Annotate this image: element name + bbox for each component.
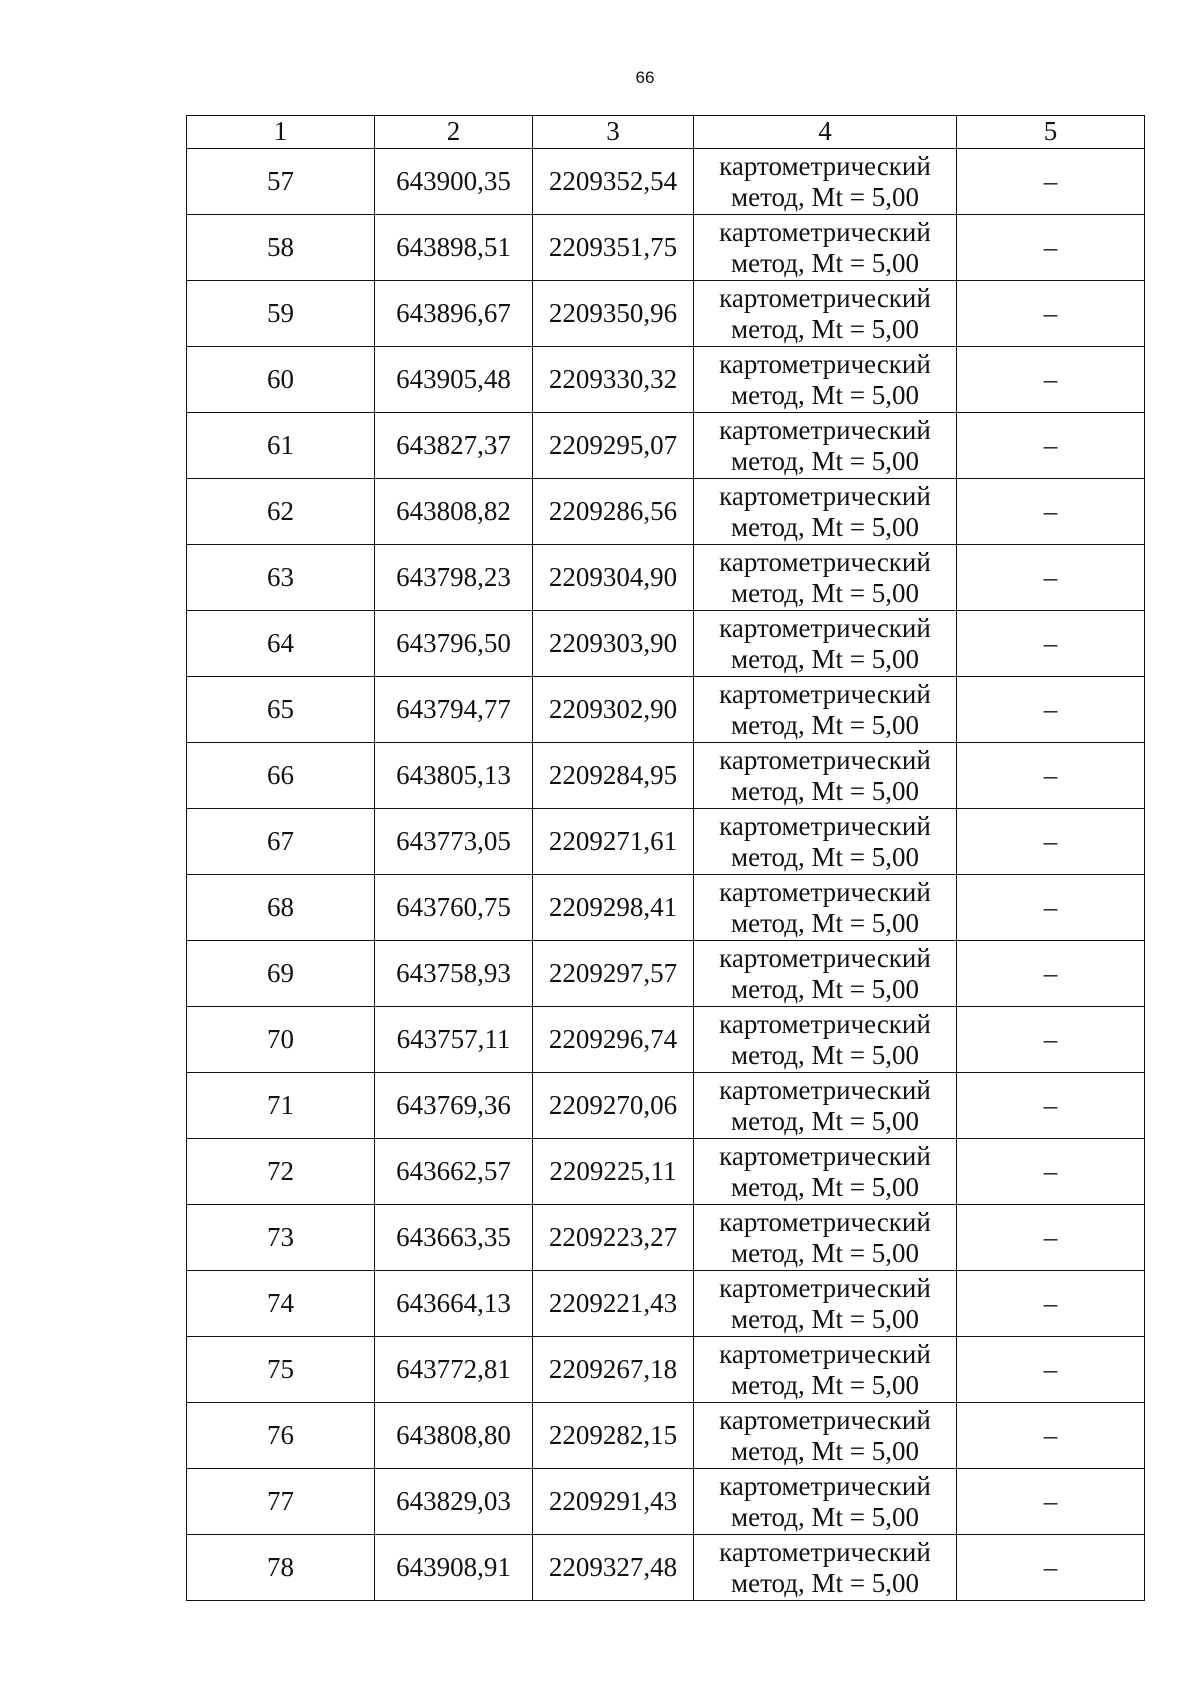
note-cell: – (957, 1535, 1145, 1601)
y-coordinate-cell: 2209297,57 (533, 941, 694, 1007)
column-header: 3 (533, 116, 694, 149)
y-coordinate-cell: 2209352,54 (533, 149, 694, 215)
table-row (187, 677, 1145, 743)
table-body (187, 116, 1145, 1601)
y-coordinate-cell: 2209302,90 (533, 677, 694, 743)
point-number-cell: 64 (187, 611, 375, 677)
point-number-cell: 75 (187, 1337, 375, 1403)
method-line-2: метод, Mt = 5,00 (731, 973, 919, 1004)
note-cell: – (957, 149, 1145, 215)
y-coordinate-cell: 2209267,18 (533, 1337, 694, 1403)
method-cell (694, 1337, 957, 1403)
note-cell: – (957, 413, 1145, 479)
table-row (187, 1403, 1145, 1469)
method-cell (694, 215, 957, 281)
x-coordinate-cell: 643900,35 (375, 149, 533, 215)
x-coordinate-cell: 643796,50 (375, 611, 533, 677)
column-header: 2 (375, 116, 533, 149)
method-line-2: метод, Mt = 5,00 (731, 1501, 919, 1532)
table-row (187, 1337, 1145, 1403)
method-line-2: метод, Mt = 5,00 (731, 775, 919, 806)
method-line-2: метод, Mt = 5,00 (731, 313, 919, 344)
y-coordinate-cell: 2209270,06 (533, 1073, 694, 1139)
method-line-1: картометрический (719, 877, 931, 908)
point-number-cell: 61 (187, 413, 375, 479)
y-coordinate-cell: 2209296,74 (533, 1007, 694, 1073)
point-number-cell: 66 (187, 743, 375, 809)
note-cell: – (957, 1403, 1145, 1469)
method-cell (694, 611, 957, 677)
y-coordinate-cell: 2209286,56 (533, 479, 694, 545)
method-cell (694, 875, 957, 941)
table-row (187, 1205, 1145, 1271)
method-cell (694, 545, 957, 611)
page-number: 66 (635, 68, 655, 87)
method-line-1: картометрический (719, 283, 931, 314)
method-cell (694, 1073, 957, 1139)
method-line-1: картометрический (719, 1207, 931, 1238)
method-line-1: картометрический (719, 1471, 931, 1502)
method-line-1: картометрический (719, 1273, 931, 1304)
y-coordinate-cell: 2209351,75 (533, 215, 694, 281)
note-cell: – (957, 1205, 1145, 1271)
table-row (187, 479, 1145, 545)
method-line-2: метод, Mt = 5,00 (731, 1105, 919, 1136)
table-row (187, 743, 1145, 809)
point-number-cell: 78 (187, 1535, 375, 1601)
method-line-1: картометрический (719, 547, 931, 578)
method-cell (694, 1535, 957, 1601)
point-number-cell: 58 (187, 215, 375, 281)
point-number-cell: 71 (187, 1073, 375, 1139)
column-header: 4 (694, 116, 957, 149)
y-coordinate-cell: 2209223,27 (533, 1205, 694, 1271)
method-cell (694, 1139, 957, 1205)
y-coordinate-cell: 2209271,61 (533, 809, 694, 875)
table-row (187, 611, 1145, 677)
point-number-cell: 65 (187, 677, 375, 743)
table-row (187, 1007, 1145, 1073)
method-cell (694, 941, 957, 1007)
method-line-2: метод, Mt = 5,00 (731, 445, 919, 476)
method-line-1: картометрический (719, 1141, 931, 1172)
method-line-2: метод, Mt = 5,00 (731, 1303, 919, 1334)
point-number-cell: 57 (187, 149, 375, 215)
point-number-cell: 68 (187, 875, 375, 941)
method-line-1: картометрический (719, 1537, 931, 1568)
table-row (187, 149, 1145, 215)
method-line-1: картометрический (719, 943, 931, 974)
note-cell: – (957, 611, 1145, 677)
x-coordinate-cell: 643808,82 (375, 479, 533, 545)
note-cell: – (957, 809, 1145, 875)
method-line-2: метод, Mt = 5,00 (731, 907, 919, 938)
x-coordinate-cell: 643758,93 (375, 941, 533, 1007)
method-cell (694, 347, 957, 413)
x-coordinate-cell: 643905,48 (375, 347, 533, 413)
y-coordinate-cell: 2209304,90 (533, 545, 694, 611)
method-cell (694, 677, 957, 743)
note-cell: – (957, 1007, 1145, 1073)
x-coordinate-cell: 643896,67 (375, 281, 533, 347)
y-coordinate-cell: 2209225,11 (533, 1139, 694, 1205)
note-cell: – (957, 1073, 1145, 1139)
table-row (187, 875, 1145, 941)
table-row (187, 1139, 1145, 1205)
point-number-cell: 67 (187, 809, 375, 875)
x-coordinate-cell: 643760,75 (375, 875, 533, 941)
y-coordinate-cell: 2209221,43 (533, 1271, 694, 1337)
method-cell (694, 743, 957, 809)
x-coordinate-cell: 643773,05 (375, 809, 533, 875)
point-number-cell: 62 (187, 479, 375, 545)
x-coordinate-cell: 643662,57 (375, 1139, 533, 1205)
method-line-2: метод, Mt = 5,00 (731, 511, 919, 542)
y-coordinate-cell: 2209298,41 (533, 875, 694, 941)
column-header: 1 (187, 116, 375, 149)
table-row (187, 1271, 1145, 1337)
table-row (187, 545, 1145, 611)
method-cell (694, 1271, 957, 1337)
y-coordinate-cell: 2209284,95 (533, 743, 694, 809)
point-number-cell: 72 (187, 1139, 375, 1205)
method-cell (694, 1403, 957, 1469)
method-cell (694, 281, 957, 347)
method-line-2: метод, Mt = 5,00 (731, 1435, 919, 1466)
note-cell: – (957, 1469, 1145, 1535)
method-line-2: метод, Mt = 5,00 (731, 1171, 919, 1202)
note-cell: – (957, 545, 1145, 611)
method-cell (694, 1205, 957, 1271)
point-number-cell: 69 (187, 941, 375, 1007)
method-line-1: картометрический (719, 613, 931, 644)
table-row (187, 809, 1145, 875)
note-cell: – (957, 875, 1145, 941)
y-coordinate-cell: 2209291,43 (533, 1469, 694, 1535)
point-number-cell: 70 (187, 1007, 375, 1073)
method-line-1: картометрический (719, 415, 931, 446)
method-line-2: метод, Mt = 5,00 (731, 379, 919, 410)
method-line-2: метод, Mt = 5,00 (731, 577, 919, 608)
point-number-cell: 60 (187, 347, 375, 413)
method-line-2: метод, Mt = 5,00 (731, 709, 919, 740)
x-coordinate-cell: 643908,91 (375, 1535, 533, 1601)
x-coordinate-cell: 643829,03 (375, 1469, 533, 1535)
note-cell: – (957, 1337, 1145, 1403)
y-coordinate-cell: 2209295,07 (533, 413, 694, 479)
note-cell: – (957, 677, 1145, 743)
x-coordinate-cell: 643772,81 (375, 1337, 533, 1403)
method-line-1: картометрический (719, 1405, 931, 1436)
point-number-cell: 76 (187, 1403, 375, 1469)
method-line-1: картометрический (719, 151, 931, 182)
note-cell: – (957, 1139, 1145, 1205)
x-coordinate-cell: 643663,35 (375, 1205, 533, 1271)
x-coordinate-cell: 643827,37 (375, 413, 533, 479)
y-coordinate-cell: 2209282,15 (533, 1403, 694, 1469)
method-line-1: картометрический (719, 1009, 931, 1040)
x-coordinate-cell: 643664,13 (375, 1271, 533, 1337)
table-row (187, 347, 1145, 413)
x-coordinate-cell: 643798,23 (375, 545, 533, 611)
method-line-2: метод, Mt = 5,00 (731, 247, 919, 278)
column-header: 5 (957, 116, 1145, 149)
note-cell: – (957, 215, 1145, 281)
table-header-row (187, 116, 1145, 149)
method-line-1: картометрический (719, 679, 931, 710)
note-cell: – (957, 941, 1145, 1007)
point-number-cell: 74 (187, 1271, 375, 1337)
y-coordinate-cell: 2209327,48 (533, 1535, 694, 1601)
x-coordinate-cell: 643898,51 (375, 215, 533, 281)
method-cell (694, 149, 957, 215)
method-line-2: метод, Mt = 5,00 (731, 1237, 919, 1268)
table-row (187, 413, 1145, 479)
point-number-cell: 63 (187, 545, 375, 611)
note-cell: – (957, 347, 1145, 413)
point-number-cell: 73 (187, 1205, 375, 1271)
method-line-1: картометрический (719, 811, 931, 842)
method-cell (694, 1469, 957, 1535)
method-line-1: картометрический (719, 349, 931, 380)
coordinates-table (186, 115, 1145, 1601)
point-number-cell: 77 (187, 1469, 375, 1535)
y-coordinate-cell: 2209350,96 (533, 281, 694, 347)
method-line-2: метод, Mt = 5,00 (731, 1567, 919, 1598)
table-row (187, 941, 1145, 1007)
table-row (187, 281, 1145, 347)
table-row (187, 1073, 1145, 1139)
x-coordinate-cell: 643794,77 (375, 677, 533, 743)
method-line-2: метод, Mt = 5,00 (731, 1039, 919, 1070)
method-line-2: метод, Mt = 5,00 (731, 1369, 919, 1400)
x-coordinate-cell: 643808,80 (375, 1403, 533, 1469)
method-cell (694, 1007, 957, 1073)
note-cell: – (957, 1271, 1145, 1337)
method-cell (694, 479, 957, 545)
method-line-1: картометрический (719, 1075, 931, 1106)
method-line-1: картометрический (719, 1339, 931, 1370)
method-line-1: картометрический (719, 481, 931, 512)
point-number-cell: 59 (187, 281, 375, 347)
y-coordinate-cell: 2209303,90 (533, 611, 694, 677)
x-coordinate-cell: 643769,36 (375, 1073, 533, 1139)
table-row (187, 215, 1145, 281)
method-line-2: метод, Mt = 5,00 (731, 841, 919, 872)
method-line-1: картометрический (719, 217, 931, 248)
table-row (187, 1469, 1145, 1535)
y-coordinate-cell: 2209330,32 (533, 347, 694, 413)
note-cell: – (957, 479, 1145, 545)
x-coordinate-cell: 643757,11 (375, 1007, 533, 1073)
method-cell (694, 809, 957, 875)
method-line-2: метод, Mt = 5,00 (731, 643, 919, 674)
note-cell: – (957, 743, 1145, 809)
note-cell: – (957, 281, 1145, 347)
method-line-2: метод, Mt = 5,00 (731, 181, 919, 212)
method-line-1: картометрический (719, 745, 931, 776)
x-coordinate-cell: 643805,13 (375, 743, 533, 809)
method-cell (694, 413, 957, 479)
table-row (187, 1535, 1145, 1601)
